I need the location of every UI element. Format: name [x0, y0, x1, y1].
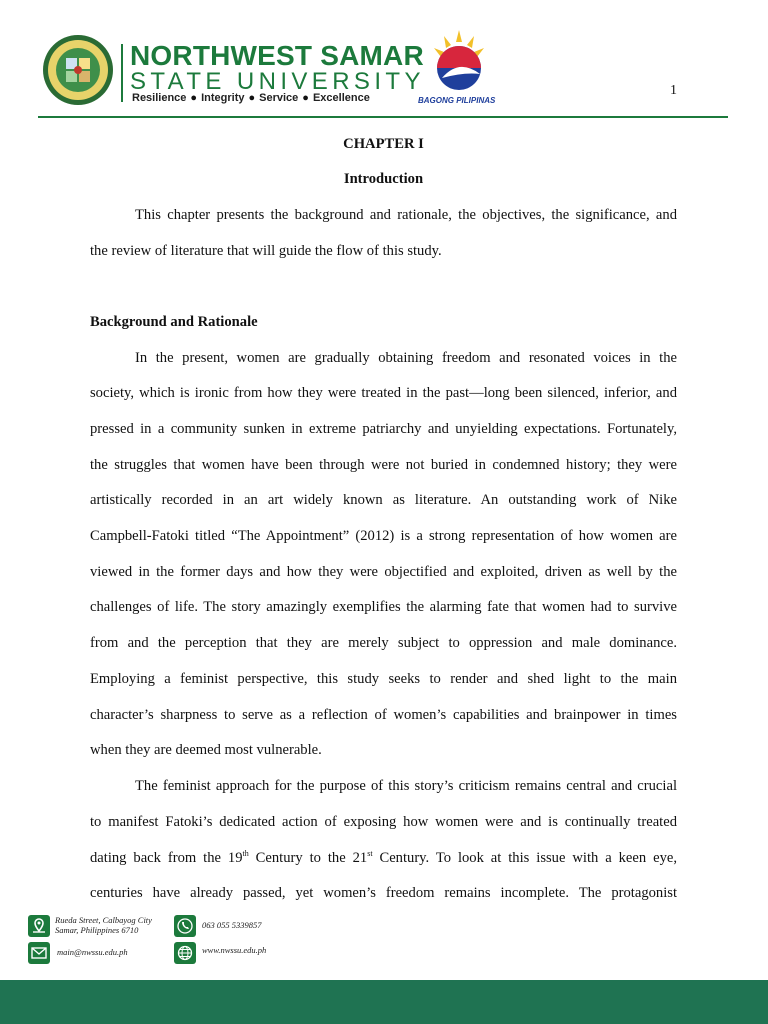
- letterhead: [0, 0, 768, 122]
- superscript: th: [242, 849, 249, 858]
- website-text: www.nwssu.edu.ph: [202, 945, 267, 955]
- tagline-word: Service: [259, 92, 299, 104]
- phone-text: 063 055 5339857: [202, 920, 262, 930]
- footer-band: [0, 980, 768, 1024]
- address-line: Samar, Philippines 6710: [55, 925, 139, 935]
- page-number: 1: [670, 83, 677, 98]
- paragraph-line: centuries have already passed, yet women’s freedom remains incomplete. The protagonist: [90, 885, 677, 901]
- phone-icon: [174, 915, 196, 937]
- text-run: Century to the 21: [248, 850, 368, 866]
- chapter-label: CHAPTER I: [343, 136, 424, 152]
- paragraph-line: viewed in the former days and how they were objectified and exploited, driven as well by the: [90, 564, 677, 580]
- mail-icon: [28, 942, 50, 964]
- location-pin-icon: [28, 915, 50, 937]
- bagong-pilipinas-logo-icon: [424, 28, 494, 94]
- tagline-word: Excellence: [312, 92, 370, 104]
- intro-line: This chapter presents the background and rationale, the objectives, the significance, and: [135, 207, 677, 223]
- paragraph-line: society, which is ironic from how they were treated in the past—long been silenced, inferior, and: [90, 385, 677, 401]
- paragraph-line: In the present, women are gradually obtaining freedom and resonated voices in the: [135, 350, 677, 366]
- paragraph-line: character’s sharpness to serve as a reflection of women’s capabilities and brainpower in times: [90, 707, 677, 723]
- superscript: st: [367, 849, 373, 858]
- header-divider: [121, 44, 123, 102]
- paragraph-line: Employing a feminist perspective, this study seeks to render and shed light to the main: [90, 671, 677, 687]
- header-rule: [38, 116, 728, 118]
- paragraph-line: artistically recorded in an art widely known as literature. An outstanding work of Nike: [90, 492, 677, 508]
- paragraph-line: when they are deemed most vulnerable.: [90, 742, 322, 758]
- paragraph-line: the struggles that women have been through were not buried in condemned history; they were: [90, 457, 677, 473]
- university-name-line1: NORTHWEST SAMAR: [130, 40, 424, 71]
- tagline-word: Resilience: [132, 92, 187, 104]
- paragraph-line: [90, 849, 677, 867]
- paragraph-line: The feminist approach for the purpose of this story’s criticism remains central and crucial: [135, 778, 677, 794]
- globe-icon: [174, 942, 196, 964]
- university-name-line2: STATE UNIVERSITY: [130, 68, 425, 95]
- paragraph-line: to manifest Fatoki’s dedicated action of exposing how women were and is continually treated: [90, 814, 677, 830]
- chapter-title: Introduction: [343, 171, 424, 187]
- text-run: dating back from the 19: [90, 850, 243, 866]
- university-tagline: Resilience ● Integrity ● Service ● Excellence: [132, 92, 370, 104]
- section-heading: Background and Rationale: [90, 314, 258, 330]
- bagong-pilipinas-label: BAGONG PILIPINAS: [418, 96, 496, 105]
- university-seal-icon: [42, 34, 114, 106]
- paragraph-line: from and the perception that they are merely subject to oppression and male dominance.: [90, 635, 677, 651]
- tagline-word: Integrity: [201, 92, 245, 104]
- email-text: main@nwssu.edu.ph: [57, 947, 128, 957]
- text-run: Century. To look at this issue with a keen eye,: [372, 850, 677, 866]
- paragraph-line: pressed in a community sunken in extreme patriarchy and unyielding expectations. Fortunately,: [90, 421, 677, 437]
- address-line: Rueda Street, Calbayog City: [55, 915, 152, 925]
- intro-line: the review of literature that will guide the flow of this study.: [90, 243, 442, 259]
- paragraph-line: challenges of life. The story amazingly exemplifies the alarming fate that women had to survive: [90, 599, 677, 615]
- paragraph-line: Campbell-Fatoki titled “The Appointment” (2012) is a strong representation of how women are: [90, 528, 677, 544]
